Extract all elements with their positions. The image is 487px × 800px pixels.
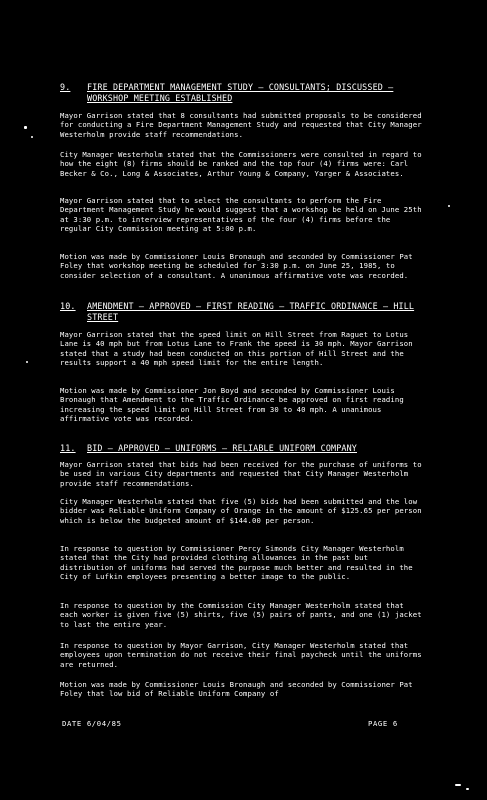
- paragraph: In response to question by Mayor Garrison, City Manager Westerholm stated that employees upon termination do not receive their final paycheck until the uniforms are returned.: [60, 641, 422, 669]
- paragraph: Motion was made by Commissioner Louis Bronaugh and seconded by Commissioner Pat Foley that workshop meeting be scheduled for 3:30 p.m. on June 25, 1985, to consider selection of a consultant. A unanimous affirmative vote was recorded.: [60, 252, 413, 280]
- paragraph: Mayor Garrison stated that the speed limit on Hill Street from Raguet to Lotus Lane is 40 mph but from Lotus Lane to Frank the speed is 30 mph. Mayor Garrison stated that a study had been conducted on this portion of Hill Street and the results support a 40 mph speed limit for the entire length.: [60, 330, 413, 367]
- scan-speck: [31, 136, 33, 138]
- item-number: 11.: [60, 443, 76, 453]
- scan-speck: [466, 788, 469, 790]
- scan-speck: [455, 784, 461, 786]
- item-title: AMENDMENT – APPROVED – FIRST READING – TRAFFIC ORDINANCE – HILL STREET: [87, 301, 415, 322]
- paragraph: City Manager Westerholm stated that the Commissioners were consulted in regard to how the eight (8) firms should be ranked and the top four (4) firms were: Carl Becker & Co., Long & Associates, Arthur Young & Company, Yarger & Associates.: [60, 150, 422, 178]
- scan-speck: [26, 361, 28, 363]
- scan-speck: [24, 126, 27, 129]
- item-10-heading: [60, 301, 440, 322]
- item-number: 9.: [60, 82, 71, 92]
- item-title: BID – APPROVED – UNIFORMS – RELIABLE UNIFORM COMPANY: [87, 443, 357, 453]
- paragraph: Mayor Garrison stated that 8 consultants had submitted proposals to be considered for conducting a Fire Department Management Study and requested that City Manager Westerholm provide staff recommendations.: [60, 111, 422, 139]
- paragraph: City Manager Westerholm stated that five (5) bids had been submitted and the low bidder was Reliable Uniform Company of Orange in the amount of $125.65 per person which is below the budgeted amount of $144.00 per person.: [60, 497, 422, 525]
- paragraph: In response to question by the Commission City Manager Westerholm stated that each worker is given five (5) shirts, five (5) pairs of pants, and one (1) jacket to last the entire year.: [60, 601, 422, 629]
- footer-date: DATE 6/04/85: [62, 719, 122, 728]
- item-title: FIRE DEPARTMENT MANAGEMENT STUDY – CONSULTANTS; DISCUSSED – WORKSHOP MEETING ESTABLISHED: [87, 82, 394, 103]
- footer-page: PAGE 6: [368, 719, 398, 728]
- paragraph: Motion was made by Commissioner Louis Bronaugh and seconded by Commissioner Pat Foley that low bid of Reliable Uniform Company of: [60, 680, 413, 699]
- paragraph: Mayor Garrison stated that bids had been received for the purchase of uniforms to be used in various City departments and requested that City Manager Westerholm provide staff recommendations.: [60, 460, 422, 488]
- scan-speck: [448, 205, 450, 207]
- item-9-heading: [60, 82, 440, 103]
- paragraph: In response to question by Commissioner Percy Simonds City Manager Westerholm stated that the City had provided clothing allowances in the past but distribution of uniforms had served the purpose much better and resulted in the City of Lufkin employees presenting a better image to the public.: [60, 544, 413, 581]
- item-11-heading: [60, 443, 440, 454]
- paragraph: Mayor Garrison stated that to select the consultants to perform the Fire Department Management Study he would suggest that a workshop be held on June 25th at 3:30 p.m. to interview representatives of the four (4) firms before the regular City Commission meeting at 5:00 p.m.: [60, 196, 422, 233]
- paragraph: Motion was made by Commissioner Jon Boyd and seconded by Commissioner Louis Bronaugh that Amendment to the Traffic Ordinance be approved on first reading increasing the speed limit on Hill Street from 30 to 40 mph. A unanimous affirmative vote was recorded.: [60, 386, 404, 423]
- item-number: 10.: [60, 301, 76, 311]
